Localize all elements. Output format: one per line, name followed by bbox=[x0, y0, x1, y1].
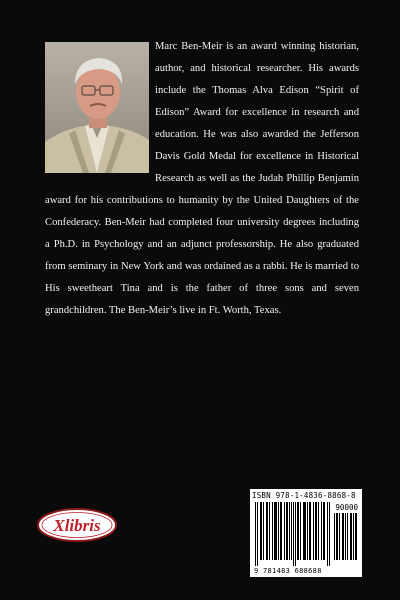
isbn-label: ISBN 978-1-4836-8868-8 bbox=[252, 491, 356, 500]
publisher-logo-text: Xlibris bbox=[53, 516, 101, 535]
isbn-barcode bbox=[250, 489, 362, 577]
xlibris-logo-icon bbox=[36, 507, 118, 543]
price-code: 90000 bbox=[335, 503, 358, 512]
publisher-logo bbox=[36, 507, 118, 543]
photo-spacer bbox=[45, 36, 155, 176]
author-bio bbox=[45, 36, 359, 322]
author-bio-text: Marc Ben-Meir is an award winning historian, author, and historical researcher. His awards include the Thomas Alva Edison “Spirit of Edison” Award for excellence in research and education. He was also awarded the Jefferson Davis Gold Medal for excellence in Historical Research as well as the Judah Phillip Benjamin award for his contributions to humanity by the United Daughters of the Confederacy. Ben-Meir had completed four university degrees including a Ph.D. in Psychology and an adjunct professorship. He also graduated from seminary in New York and was ordained as a rabbi. He is married to His sweetheart Tina and is the father of three sons and seven grandchildren. The Ben-Meir’s live in Ft. Worth, Texas. bbox=[45, 41, 359, 316]
ean-digits: 9 781483 688688 bbox=[254, 567, 322, 575]
